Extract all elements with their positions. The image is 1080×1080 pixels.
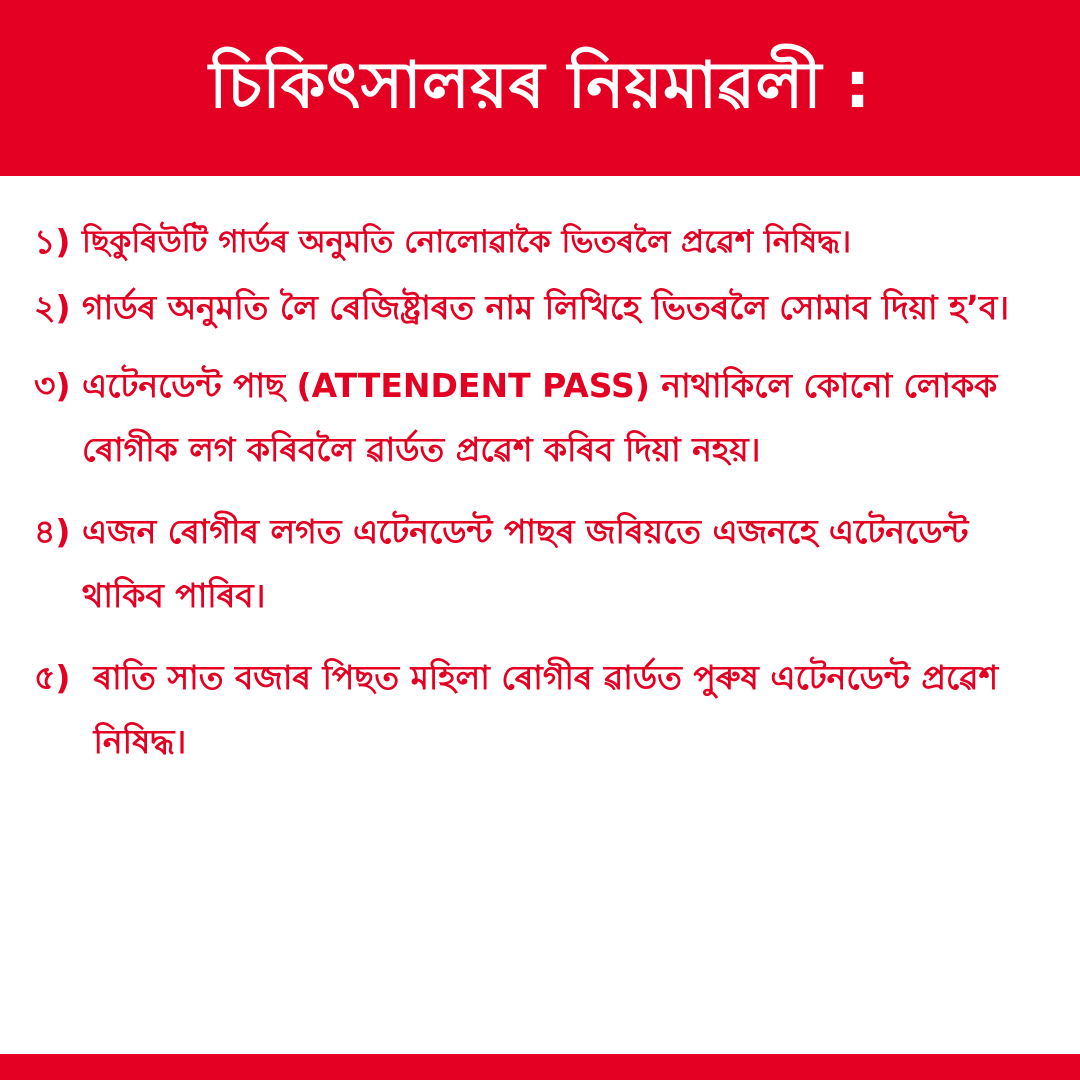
rule-text: এটেনডেন্ট পাছ (ATTENDENT PASS) নাথাকিলে কোনো লোকক ৰোগীক লগ কৰিবলৈ ৱাৰ্ডত প্ৰৱেশ কৰিব দিয়া নহয়। [82,366,998,469]
rule-number: ৫) [34,658,94,697]
rule-number: ২) [34,288,83,327]
rule-number: ১) [34,222,82,261]
rule-number: ৩) [34,366,83,405]
rule-item-5 [34,646,1054,774]
rule-number: ৪) [34,512,82,551]
page-title: চিকিৎসালয়ৰ নিয়মাৱলী : [209,48,871,123]
footer-band [0,1054,1080,1080]
rule-item-4 [34,500,1054,628]
rules-list [34,204,1054,774]
rule-text: গাৰ্ডৰ অনুমতি লৈ ৰেজিষ্ট্ৰাৰত নাম লিখিহে ভিতৰলৈ সোমাব দিয়া হ’ব। [82,288,1010,327]
rule-text: ছিকুৰিউটি গাৰ্ডৰ অনুমতি নোলোৱাকৈ ভিতৰলৈ প্ৰৱেশ নিষিদ্ধ। [81,224,852,260]
rule-item-1 [34,210,1054,274]
rule-text: ৰাতি সাত বজাৰ পিছত মহিলা ৰোগীৰ ৱাৰ্ডত পুৰুষ এটেনডেন্ট প্ৰৱেশ নিষিদ্ধ। [93,658,999,761]
rule-item-3 [34,354,1054,482]
rule-item-2 [34,276,1054,340]
header-band [0,0,1080,176]
rule-text: এজন ৰোগীৰ লগত এটেনডেন্ট পাছৰ জৰিয়তে এজনহে এটেনডেন্ট থাকিব পাৰিব। [81,512,969,615]
